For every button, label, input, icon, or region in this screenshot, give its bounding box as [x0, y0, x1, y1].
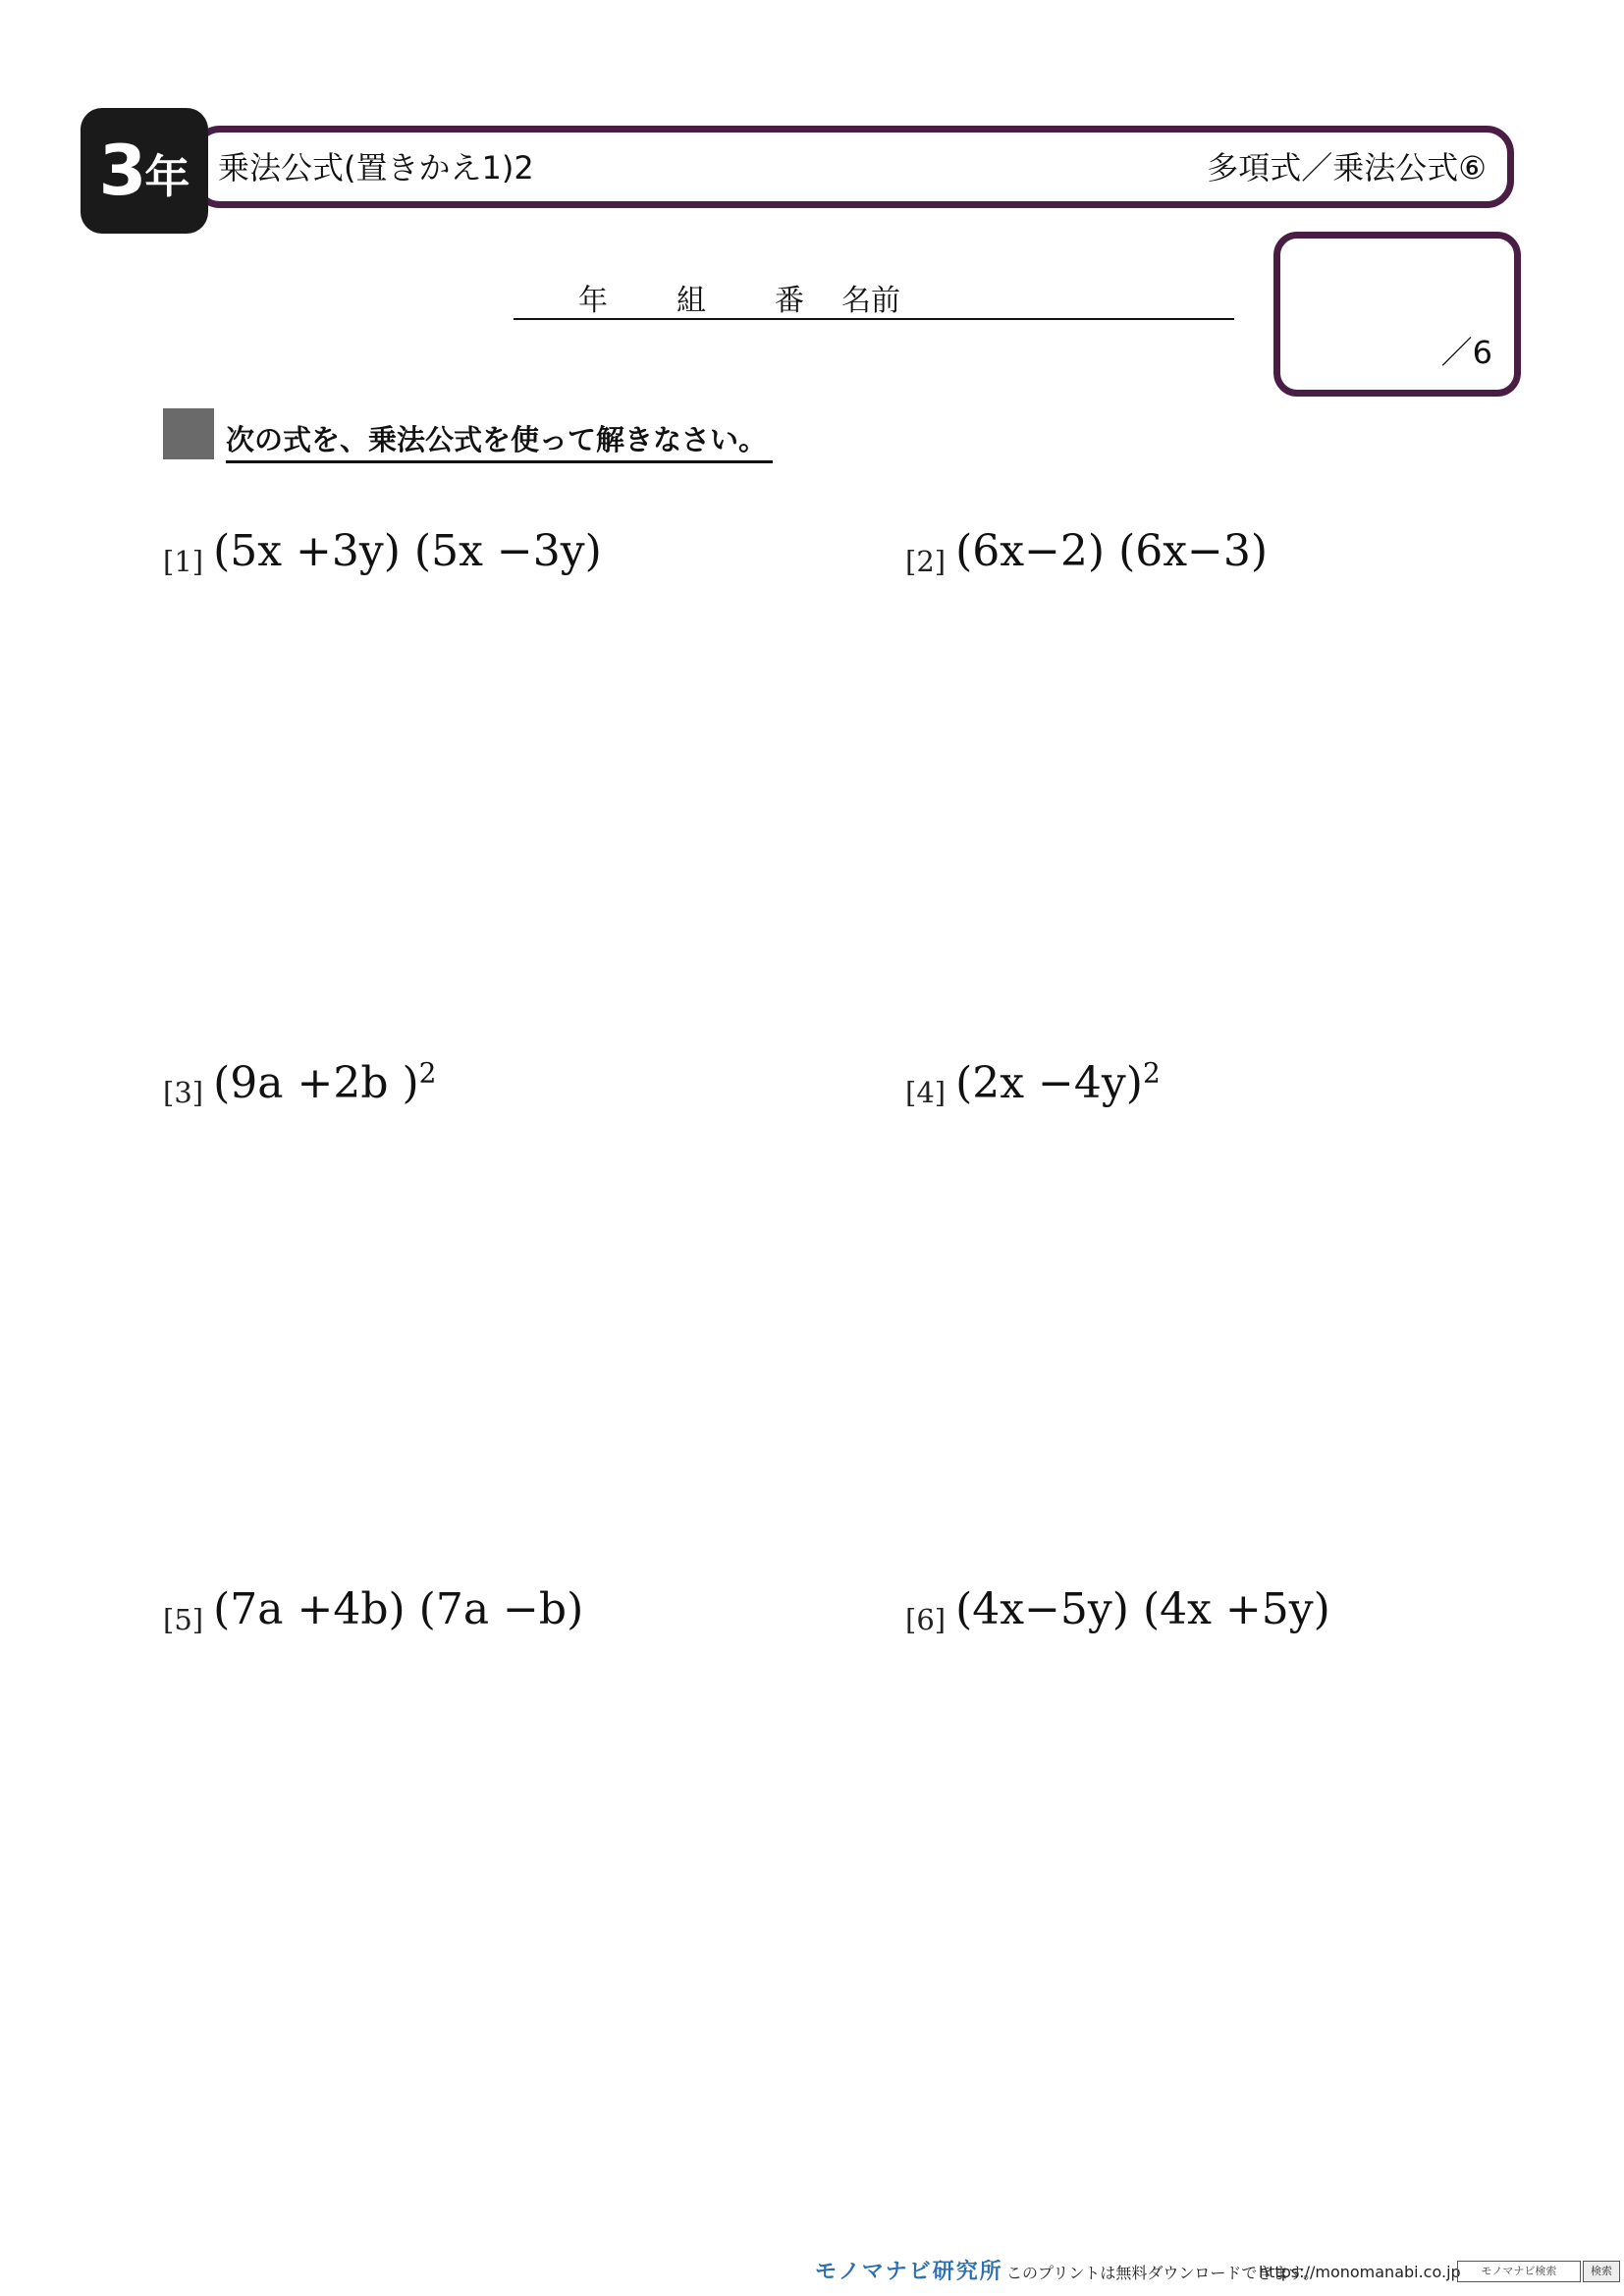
- problem-number: [3]: [163, 1076, 204, 1110]
- problem-expression: (5x +3y) (5x −3y): [213, 526, 602, 576]
- instruction-marker: [163, 408, 214, 459]
- footer-site-link[interactable]: https://monomanabi.co.jp: [1259, 2263, 1461, 2281]
- name-line[interactable]: [514, 281, 1234, 320]
- number-label: 番: [775, 284, 804, 318]
- problem-number: [5]: [163, 1602, 204, 1636]
- problem-number: [2]: [905, 544, 947, 578]
- problem-4: [905, 1056, 1161, 1109]
- problem-expression: (4x−5y) (4x +5y): [955, 1584, 1330, 1634]
- year-label: 年: [578, 284, 608, 318]
- grade-unit: 年: [144, 150, 190, 203]
- score-total: ／6: [1440, 334, 1492, 371]
- class-label: 組: [677, 284, 706, 318]
- problem-2: [905, 526, 1268, 578]
- expression-power: 2: [1142, 1056, 1161, 1089]
- problem-expression: [213, 1058, 436, 1108]
- footer-logo: モノマナビ研究所: [815, 2260, 1003, 2284]
- expression-base: (2x −4y): [955, 1057, 1143, 1108]
- problem-3: [163, 1056, 436, 1109]
- footer-note: このプリントは無料ダウンロードできます。: [1006, 2264, 1320, 2282]
- search-button[interactable]: 検索: [1583, 2261, 1620, 2282]
- problem-6: [905, 1584, 1330, 1636]
- problem-expression: [955, 1058, 1161, 1108]
- worksheet-title: 乗法公式(置きかえ1)2: [218, 149, 534, 187]
- expression-power: 2: [418, 1056, 437, 1089]
- grade-badge: [81, 108, 208, 234]
- name-label: 名前: [841, 284, 900, 318]
- grade-number: 3: [98, 131, 145, 211]
- expression-base: (9a +2b ): [213, 1057, 419, 1108]
- problem-number: [1]: [163, 544, 204, 578]
- problem-number: [6]: [905, 1602, 947, 1636]
- problem-1: [163, 526, 602, 578]
- problem-expression: (6x−2) (6x−3): [955, 526, 1269, 576]
- score-box[interactable]: [1273, 232, 1521, 397]
- unit-label: 多項式／乗法公式⑥: [1207, 149, 1487, 187]
- search-input[interactable]: モノマナビ検索: [1457, 2261, 1581, 2282]
- problem-expression: (7a +4b) (7a −b): [213, 1584, 584, 1634]
- problem-number: [4]: [905, 1076, 947, 1110]
- instruction-text: 次の式を、乗法公式を使って解きなさい。: [226, 426, 773, 463]
- problem-5: [163, 1584, 583, 1636]
